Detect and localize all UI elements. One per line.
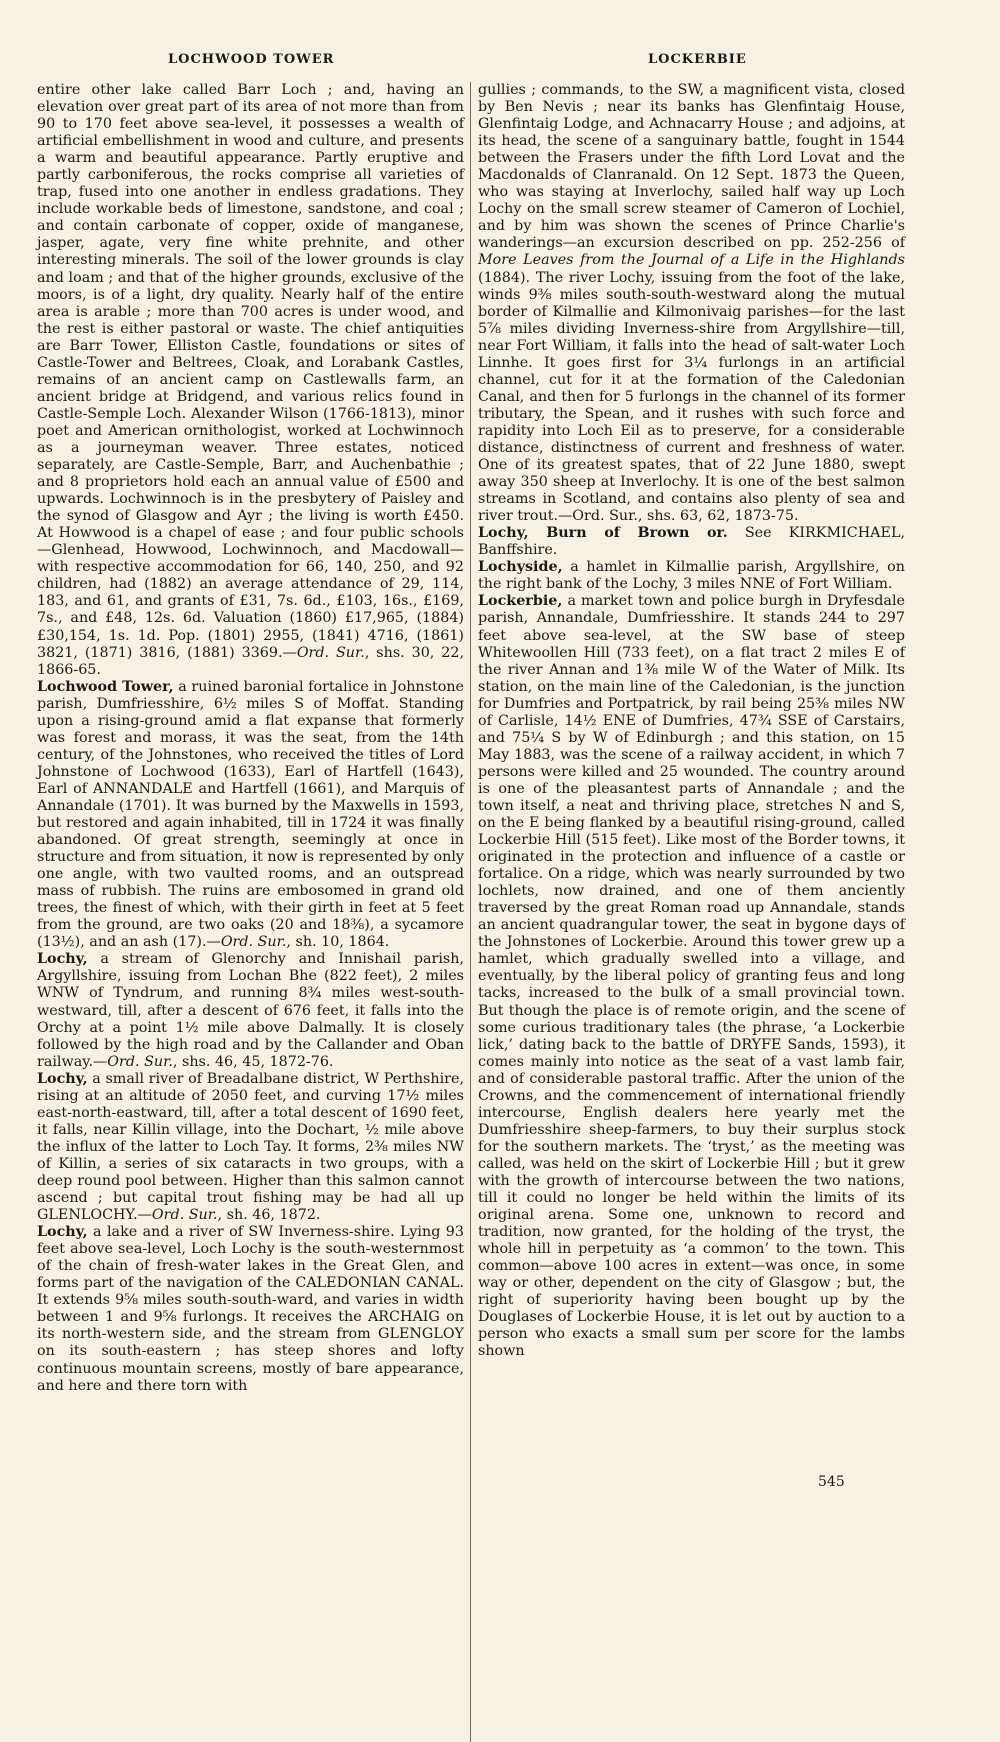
left-column — [37, 82, 464, 1395]
entry-lochy-argyll: Lochy, a stream of Glenorchy and Innishail parish, Argyllshire, issuing from Lochan Bhe (822 feet), 2 miles WNW of Tyndrum, and running 8¾ miles west-south-westward, till, after a descent of 676 feet, it falls into the Orchy at a point 1½ mile above Dalmally. It is closely followed by the high road and by the Callander and Oban railway.—Ord. Sur., shs. 46, 45, 1872-76. — [37, 951, 464, 1070]
entry-lochwood-tower: Lochwood Tower, a ruined baronial fortalice in Johnstone parish, Dumfriesshire, 6½ miles S of Moffat. Standing upon a rising-ground amid a flat expanse that formerly was forest and morass, it was the seat, from the 14th century, of the Johnstones, who received the titles of Lord Johnstone of Lochwood (1633), Earl of Hartfell (1643), Earl of ANNANDALE and Hartfell (1661), and Marquis of Annandale (1701). It was burned by the Maxwells in 1593, but restored and again inhabited, till in 1724 it was finally abandoned. Of great strength, seemingly at once in structure and from situation, it now is represented by only one angle, with two vaulted rooms, and an outspread mass of rubbish. The ruins are embosomed in grand old trees, the finest of which, with their girth in feet at 5 feet from the ground, are two oaks (20 and 18⅜), a sycamore (13½), and an ash (17).—Ord. Sur., sh. 10, 1864. — [37, 678, 465, 951]
paragraph-lochwinnoch: entire other lake called Barr Loch ; and, having an elevation over great part of its area of not more than from 90 to 170 feet above sea-level, it possesses a wealth of artificial embellishment in wood and culture, and presents a warm and beautiful appearance. Partly eruptive and partly carboniferous, the rocks comprise all varieties of trap, fused into one another in endless gradations. They include workable beds of limestone, sandstone, and coal ; and contain carbonate of copper, oxide of manganese, jasper, agate, very fine white prehnite, and other interesting minerals. The soil of the lower grounds is clay and loam ; and that of the higher grounds, exclusive of the moors, is of a light, dry quality. Nearly half of the entire area is arable ; more than 700 acres is under wood, and the rest is either pastoral or waste. The chief antiquities are Barr Tower, Elliston Castle, foundations or sites of Castle-Tower and Beltrees, Cloak, and Lorabank Castles, remains of an ancient camp on Castlewalls farm, an ancient bridge at Bridgend, and various relics found in Castle-Semple Loch. Alexander Wilson (1766-1813), minor poet and American ornithologist, worked at Lochwinnoch as a journeyman weaver. Three estates, noticed separately, are Castle-Semple, Barr, and Auchenbathie ; and 8 proprietors hold each an annual value of £500 and upwards. Lochwinnoch is in the presbytery of Paisley and the synod of Glasgow and Ayr ; the living is worth £450. At Howwood is a chapel of ease ; and four public schools—Glenhead, Howwood, Lochwinnoch, and Macdowall—with respective accommodation for 66, 140, 250, and 92 children, had (1882) an average attendance of 29, 114, 183, and 61, and grants of £31, 7s. 6d., £103, 16s., £169, 7s., and £48, 12s. 6d. Valuation (1860) £17,965, (1884) £30,154, 1s. 1d. Pop. (1801) 2955, (1841) 4716, (1861) 3821, (1871) 3816, (1881) 3369.—Ord. Sur., shs. 30, 22, 1866-65. — [37, 82, 465, 678]
headword: Lockerbie, — [478, 593, 563, 610]
column-rule — [470, 82, 471, 1742]
paragraph-lochy-continued: gullies ; commands, to the SW, a magnificent vista, closed by Ben Nevis ; near its banks has Glenfintaig House, Glenfintaig Lodge, and Achnacarry House ; and adjoins, at its head, the scene of a sanguinary battle, fought in 1544 between the Frasers under the fifth Lord Lovat and the Macdonalds of Clanranald. On 12 Sept. 1873 the Queen, who was staying at Inverlochy, sailed half way up Loch Lochy on the small screw steamer of Cameron of Lochiel, and by him was shown the scenes of Prince Charlie's wanderings—an excursion described on pp. 252-256 of More Leaves from the Journal of a Life in the Highlands (1884). The river Lochy, issuing from the foot of the lake, winds 9⅜ miles south-south-westward along the mutual border of Kilmallie and Kilmonivaig parishes—for the last 5⅞ miles dividing Inverness-shire from Argyllshire—till, near Fort William, it falls into the head of salt-water Loch Linnhe. It goes first for 3¼ furlongs in an artificial channel, cut for it at the formation of the Caledonian Canal, and then for 5 furlongs in the channel of its former tributary, the Spean, and it rushes with such force and rapidity into Loch Eil as to preserve, for a considerable distance, distinctness of current and freshness of water. One of its greatest spates, that of 22 June 1880, swept away 350 sheep at Inverlochy. It is one of the best salmon streams in Scotland, and contains also plenty of sea and river trout.—Ord. Sur., shs. 63, 62, 1873-75. — [478, 82, 905, 525]
headword: Lochwood Tower, — [37, 678, 174, 695]
entry-lochyside: Lochyside, a hamlet in Kilmallie parish, Argyllshire, on the right bank of the Lochy, 3 miles NNE of Fort William. — [478, 559, 905, 593]
headword: Lochy, — [37, 1224, 88, 1241]
right-column — [478, 82, 905, 1361]
headword: Lochy, — [37, 951, 88, 968]
entry-lochy-perth: Lochy, a small river of Breadalbane district, W Perthshire, rising at an altitude of 2050 feet, and curving 17½ miles east-north-eastward, till, after a total descent of 1690 feet, it falls, near Killin village, into the Dochart, ½ mile above the influx of the latter to Loch Tay. It forms, 2⅜ miles NW of Killin, a series of six cataracts in two groups, with a deep round pool between. Higher than this salmon cannot ascend ; but capital trout fishing may be had all up GLENLOCHY.—Ord. Sur., sh. 46, 1872. — [37, 1070, 464, 1224]
entry-lochy-burn-of-brown: Lochy, Burn of Brown or. See KIRKMICHAEL, Banffshire. — [478, 525, 905, 559]
headword: Lochy, Burn of Brown or. — [478, 525, 728, 542]
headword: Lochyside, — [478, 559, 563, 576]
running-header-right: LOCKERBIE — [648, 52, 747, 67]
running-header-left: LOCHWOOD TOWER — [168, 52, 335, 67]
headword: Lochy, — [37, 1070, 88, 1087]
page-number: 545 — [818, 1474, 845, 1490]
entry-lochy-inverness: Lochy, a lake and a river of SW Inverness-shire. Lying 93 feet above sea-level, Loch Lochy is the south-westernmost of the chain of fresh-water lakes in the Great Glen, and forms part of the navigation of the CALEDONIAN CANAL. It extends 9⅝ miles south-south-ward, and varies in width between 1 and 9⅝ furlongs. It receives the ARCHAIG on its north-western side, and the stream from GLENGLOY on its south-eastern ; has steep shores and lofty continuous mountain screens, mostly of bare appearance, and here and there torn with — [37, 1224, 464, 1394]
entry-lockerbie: Lockerbie, a market town and police burgh in Dryfesdale parish, Annandale, Dumfriesshire. It stands 244 to 297 feet above sea-level, at the SW base of steep Whitewoollen Hill (733 feet), on a flat tract 2 miles E of the river Annan and 1⅜ mile W of the Water of Milk. Its station, on the main line of the Caledonian, is the junction for Dumfries and Portpatrick, by rail being 25⅜ miles NW of Carlisle, 14½ ENE of Dumfries, 47¾ SSE of Carstairs, and 75¼ S by W of Edinburgh ; and this station, on 15 May 1883, was the scene of a railway accident, in which 7 persons were killed and 25 wounded. The country around is one of the pleasantest parts of Annandale ; and the town itself, a neat and thriving place, stretches N and S, on the E being flanked by a beautiful rising-ground, called Lockerbie Hill (515 feet). Like most of the Border towns, it originated in the protection and influence of a castle or fortalice. On a ridge, which was nearly surrounded by two lochlets, now drained, and one of them anciently traversed by the great Roman road up Annandale, stands an ancient quadrangular tower, the seat in bygone days of the Johnstones of Lockerbie. Around this tower grew up a hamlet, which gradually swelled into a village, and eventually, by the liberal policy of granting feus and long tacks, increased to the bulk of a small provincial town. But though the place is of remote origin, and the scene of some curious traditionary tales (the phrase, ‘a Lockerbie lick,’ dating back to the battle of DRYFE Sands, 1593), it comes mainly into notice as the seat of a vast lamb fair, and of considerable pastoral traffic. After the union of the Crowns, and the commencement of international friendly intercourse, English dealers here yearly met the Dumfriesshire sheep-farmers, to buy their surplus stock for the southern markets. The ‘tryst,’ as the meeting was called, was held on the skirt of Lockerbie Hill ; but it grew with the growth of intercourse between the two nations, till it could no longer be held within the limits of its original arena. Some one, unknown to record and tradition, now granted, for the holding of the tryst, the whole hill in perpetuity as ‘a common’ to the town. This common—above 100 acres in extent—was once, in some way or other, dependent on the city of Glasgow ; but, the right of superiority having been bought up by the Douglases of Lockerbie House, it is let out by auction to a person who exacts a small sum per score for the lambs shown — [478, 593, 905, 1360]
